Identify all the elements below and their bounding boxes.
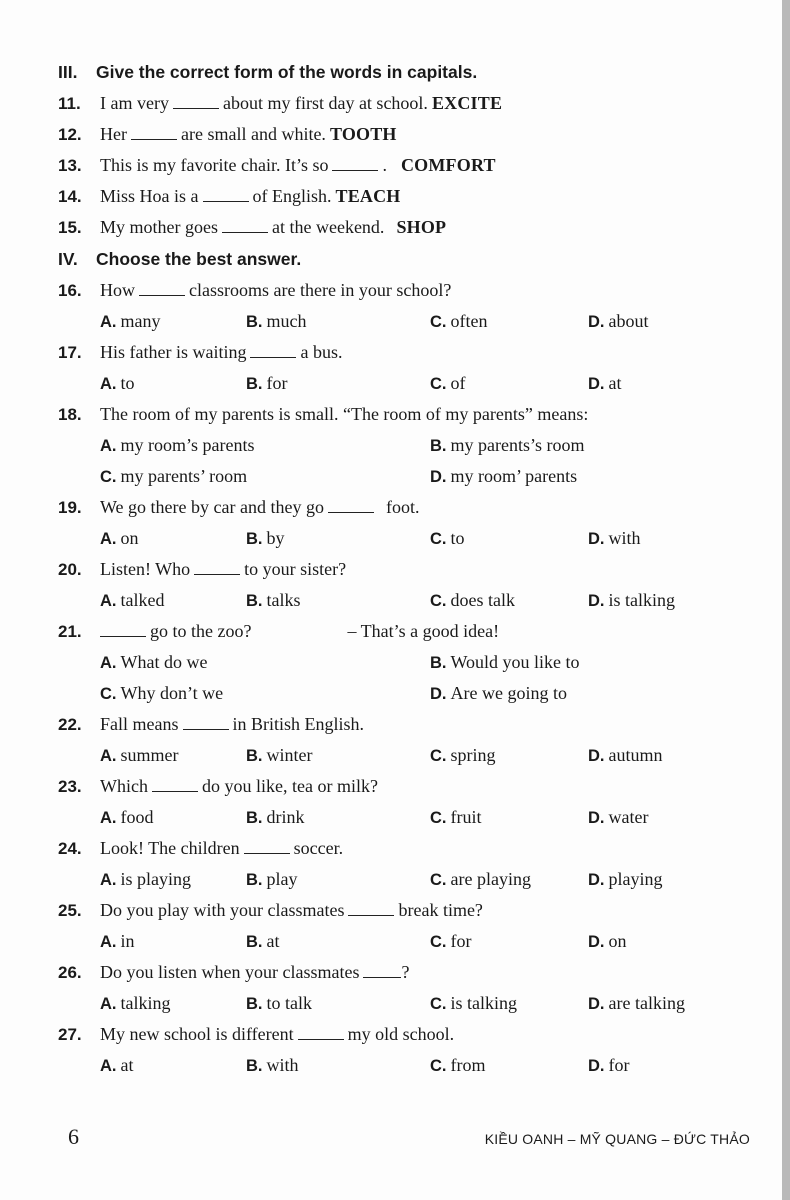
option-text: about (608, 311, 649, 331)
option-letter: A. (100, 592, 117, 610)
question-text: How (100, 280, 135, 300)
question-text: Do you listen when your classmates (100, 962, 360, 982)
question-23 (58, 771, 738, 802)
option-letter: B. (430, 437, 447, 455)
option-a[interactable] (100, 802, 246, 833)
option-a[interactable] (100, 926, 246, 957)
option-b[interactable] (430, 430, 760, 461)
section-heading-3 (58, 56, 738, 88)
option-letter: B. (246, 995, 263, 1013)
option-d[interactable] (588, 1050, 630, 1081)
answer-blank[interactable] (348, 901, 394, 916)
option-letter: C. (430, 933, 447, 951)
question-20 (58, 554, 738, 585)
question-text-after: do you like, tea or milk? (201, 776, 378, 796)
option-d[interactable] (430, 461, 760, 492)
question-number: 17. (58, 343, 82, 362)
option-text: talked (120, 590, 165, 610)
question-text-after: are small and white. (180, 124, 326, 144)
question-number: 26. (58, 963, 82, 982)
answer-options (58, 1050, 738, 1081)
answer-blank[interactable] (328, 498, 374, 513)
question-text-after: about my first day at school. (222, 93, 428, 113)
question-response: – That’s a good idea! (347, 621, 500, 641)
option-c[interactable] (430, 988, 588, 1019)
option-text: by (266, 528, 285, 548)
section-number: III. (58, 62, 78, 82)
option-c[interactable] (430, 926, 588, 957)
option-d[interactable] (588, 306, 649, 337)
option-letter: C. (430, 313, 447, 331)
option-c[interactable] (100, 678, 430, 709)
keyword: SHOP (396, 217, 447, 237)
option-d[interactable] (588, 585, 675, 616)
option-letter: B. (246, 592, 263, 610)
section-title: Give the correct form of the words in capitals. (96, 62, 478, 82)
question-number: 15. (58, 218, 82, 237)
option-letter: B. (246, 375, 263, 393)
option-letter: A. (100, 375, 117, 393)
option-letter: C. (100, 468, 117, 486)
answer-options (58, 988, 738, 1019)
answer-options (58, 678, 738, 709)
answer-blank[interactable] (250, 343, 296, 358)
question-27 (58, 1019, 738, 1050)
option-text: summer (120, 745, 179, 765)
option-c[interactable] (430, 802, 588, 833)
answer-blank[interactable] (131, 125, 177, 140)
option-text: often (450, 311, 488, 331)
option-c[interactable] (430, 523, 588, 554)
answer-options (58, 461, 738, 492)
question-text: The room of my parents is small. “The room of my parents” means: (100, 404, 589, 424)
option-text: are talking (608, 993, 685, 1013)
answer-blank[interactable] (222, 218, 268, 233)
question-15 (58, 212, 738, 243)
question-text-after: at the weekend. (271, 217, 385, 237)
option-c[interactable] (430, 864, 588, 895)
option-text: on (608, 931, 627, 951)
option-d[interactable] (588, 864, 663, 895)
option-b[interactable] (246, 926, 430, 957)
option-letter: D. (588, 747, 605, 765)
option-a[interactable] (100, 523, 246, 554)
option-b[interactable] (246, 585, 430, 616)
question-text-after: go to the zoo? (150, 621, 252, 641)
question-25 (58, 895, 738, 926)
option-text: many (120, 311, 161, 331)
option-letter: D. (588, 809, 605, 827)
option-letter: B. (246, 871, 263, 889)
option-text: my parents’s room (450, 435, 585, 455)
answer-blank[interactable] (244, 839, 290, 854)
option-letter: D. (588, 313, 605, 331)
option-letter: D. (588, 530, 605, 548)
answer-options (58, 368, 738, 399)
option-letter: A. (100, 654, 117, 672)
option-text: winter (266, 745, 313, 765)
option-c[interactable] (430, 306, 588, 337)
question-number: 25. (58, 901, 82, 920)
answer-options (58, 585, 738, 616)
option-letter: B. (246, 747, 263, 765)
option-b[interactable] (246, 306, 430, 337)
question-number: 23. (58, 777, 82, 796)
answer-blank[interactable] (194, 560, 240, 575)
answer-options (58, 740, 738, 771)
option-letter: C. (430, 592, 447, 610)
keyword: COMFORT (400, 155, 496, 175)
keyword: TEACH (335, 186, 401, 206)
option-letter: B. (246, 933, 263, 951)
question-text-after: of English. (252, 186, 332, 206)
question-text-after: classrooms are there in your school? (189, 280, 452, 300)
option-text: is talking (608, 590, 675, 610)
option-b[interactable] (246, 523, 430, 554)
question-24 (58, 833, 738, 864)
question-text-after: ? (401, 962, 410, 982)
option-letter: A. (100, 313, 117, 331)
question-26 (58, 957, 738, 988)
option-a[interactable] (100, 864, 246, 895)
question-number: 22. (58, 715, 82, 734)
option-text: Why don’t we (120, 683, 224, 703)
option-letter: D. (588, 995, 605, 1013)
option-text: at (608, 373, 622, 393)
question-14 (58, 181, 738, 212)
question-number: 11. (58, 94, 81, 113)
question-text: Her (100, 124, 127, 144)
question-17 (58, 337, 738, 368)
option-letter: D. (588, 1057, 605, 1075)
question-number: 19. (58, 498, 82, 517)
answer-blank[interactable] (152, 777, 198, 792)
option-letter: D. (588, 933, 605, 951)
option-text: of (450, 373, 466, 393)
option-letter: D. (430, 468, 447, 486)
option-letter: C. (430, 871, 447, 889)
question-number: 14. (58, 187, 82, 206)
option-text: drink (266, 807, 305, 827)
option-text: much (266, 311, 307, 331)
question-text: I am very (100, 93, 169, 113)
option-letter: C. (430, 375, 447, 393)
page-edge-shadow (782, 0, 790, 1200)
option-text: talking (120, 993, 171, 1013)
option-d[interactable] (588, 740, 663, 771)
question-19 (58, 492, 738, 523)
option-text: my parents’ room (120, 466, 248, 486)
question-text-after: foot. (385, 497, 420, 517)
option-text: at (266, 931, 280, 951)
option-text: is talking (450, 993, 517, 1013)
option-letter: C. (430, 530, 447, 548)
answer-options (58, 926, 738, 957)
option-letter: C. (430, 1057, 447, 1075)
option-letter: A. (100, 747, 117, 765)
section-number: IV. (58, 249, 78, 269)
option-letter: D. (430, 685, 447, 703)
question-number: 12. (58, 125, 82, 144)
authors-credit: KIỀU OANH – MỸ QUANG – ĐỨC THẢO (484, 1131, 750, 1147)
keyword: TOOTH (329, 124, 397, 144)
question-text: Miss Hoa is a (100, 186, 199, 206)
question-text: This is my favorite chair. It’s so (100, 155, 329, 175)
answer-options (58, 523, 738, 554)
option-letter: D. (588, 375, 605, 393)
answer-blank[interactable] (363, 963, 401, 978)
question-number: 24. (58, 839, 82, 858)
option-text: for (450, 931, 472, 951)
question-text-after: a bus. (300, 342, 343, 362)
option-a[interactable] (100, 647, 430, 678)
option-text: are playing (450, 869, 531, 889)
option-letter: C. (430, 809, 447, 827)
option-letter: B. (246, 313, 263, 331)
option-c[interactable] (430, 1050, 588, 1081)
option-letter: D. (588, 592, 605, 610)
option-letter: A. (100, 809, 117, 827)
option-c[interactable] (430, 740, 588, 771)
question-text-after: my old school. (347, 1024, 455, 1044)
section-heading-4 (58, 243, 738, 275)
option-text: to talk (266, 993, 312, 1013)
question-22 (58, 709, 738, 740)
option-letter: C. (430, 995, 447, 1013)
option-text: food (120, 807, 154, 827)
question-text: Do you play with your classmates (100, 900, 345, 920)
option-a[interactable] (100, 585, 246, 616)
keyword: EXCITE (431, 93, 503, 113)
answer-blank[interactable] (298, 1025, 344, 1040)
option-d[interactable] (588, 368, 622, 399)
option-a[interactable] (100, 1050, 246, 1081)
option-text: for (266, 373, 288, 393)
question-12 (58, 119, 738, 150)
question-text: My new school is different (100, 1024, 294, 1044)
option-b[interactable] (246, 864, 430, 895)
option-text: with (266, 1055, 299, 1075)
option-text: for (608, 1055, 630, 1075)
option-text: is playing (120, 869, 191, 889)
section-title: Choose the best answer. (96, 249, 302, 269)
option-letter: B. (246, 809, 263, 827)
option-text: autumn (608, 745, 663, 765)
option-text: from (450, 1055, 486, 1075)
option-text: to (120, 373, 135, 393)
answer-options (58, 864, 738, 895)
option-b[interactable] (430, 647, 760, 678)
option-d[interactable] (430, 678, 760, 709)
option-letter: A. (100, 1057, 117, 1075)
question-13 (58, 150, 738, 181)
option-letter: A. (100, 530, 117, 548)
option-text: in (120, 931, 135, 951)
option-b[interactable] (246, 1050, 430, 1081)
option-text: play (266, 869, 298, 889)
answer-options (58, 306, 738, 337)
option-text: What do we (120, 652, 208, 672)
question-text-after: . (382, 155, 387, 175)
answer-blank[interactable] (173, 94, 219, 109)
question-text-after: to your sister? (244, 559, 347, 579)
question-text-after: soccer. (293, 838, 344, 858)
answer-options (58, 647, 738, 678)
option-text: Are we going to (450, 683, 567, 703)
question-11 (58, 88, 738, 119)
answer-blank[interactable] (100, 622, 146, 637)
option-text: does talk (450, 590, 515, 610)
worksheet (58, 56, 738, 1081)
option-b[interactable] (246, 740, 430, 771)
option-text: fruit (450, 807, 482, 827)
option-c[interactable] (430, 585, 588, 616)
option-letter: C. (100, 685, 117, 703)
question-text: His father is waiting (100, 342, 247, 362)
question-number: 18. (58, 405, 82, 424)
option-letter: A. (100, 995, 117, 1013)
option-text: with (608, 528, 641, 548)
question-text: We go there by car and they go (100, 497, 324, 517)
option-text: to (450, 528, 465, 548)
option-letter: A. (100, 933, 117, 951)
question-text-after: break time? (398, 900, 483, 920)
option-d[interactable] (588, 802, 648, 833)
option-c[interactable] (100, 461, 430, 492)
answer-options (58, 430, 738, 461)
option-a[interactable] (100, 368, 246, 399)
question-number: 27. (58, 1025, 82, 1044)
option-text: at (120, 1055, 134, 1075)
option-text: playing (608, 869, 663, 889)
option-a[interactable] (100, 988, 246, 1019)
option-text: spring (450, 745, 496, 765)
option-letter: B. (430, 654, 447, 672)
option-text: on (120, 528, 139, 548)
option-text: Would you like to (450, 652, 580, 672)
answer-blank[interactable] (183, 715, 229, 730)
option-d[interactable] (588, 523, 641, 554)
question-text: Listen! Who (100, 559, 191, 579)
question-18 (58, 399, 738, 430)
option-d[interactable] (588, 988, 685, 1019)
answer-blank[interactable] (139, 281, 185, 296)
answer-blank[interactable] (332, 156, 378, 171)
option-letter: D. (588, 871, 605, 889)
option-letter: B. (246, 1057, 263, 1075)
option-c[interactable] (430, 368, 588, 399)
option-b[interactable] (246, 368, 430, 399)
question-text: Which (100, 776, 148, 796)
question-21 (58, 616, 738, 647)
question-text: Fall means (100, 714, 179, 734)
option-text: water (608, 807, 649, 827)
question-number: 20. (58, 560, 82, 579)
option-a[interactable] (100, 740, 246, 771)
question-number: 13. (58, 156, 82, 175)
answer-options (58, 802, 738, 833)
option-letter: C. (430, 747, 447, 765)
question-16 (58, 275, 738, 306)
page-number: 6 (68, 1124, 79, 1149)
question-text-after: in British English. (232, 714, 365, 734)
option-b[interactable] (246, 988, 430, 1019)
option-text: my room’s parents (120, 435, 255, 455)
option-a[interactable] (100, 430, 430, 461)
question-number: 21. (58, 622, 82, 641)
option-a[interactable] (100, 306, 246, 337)
option-d[interactable] (588, 926, 627, 957)
page-footer (68, 1124, 750, 1150)
question-number: 16. (58, 281, 82, 300)
question-text: My mother goes (100, 217, 218, 237)
question-text: Look! The children (100, 838, 240, 858)
answer-blank[interactable] (203, 187, 249, 202)
option-b[interactable] (246, 802, 430, 833)
option-text: my room’ parents (450, 466, 578, 486)
option-letter: A. (100, 871, 117, 889)
option-letter: B. (246, 530, 263, 548)
option-text: talks (266, 590, 301, 610)
option-letter: A. (100, 437, 117, 455)
